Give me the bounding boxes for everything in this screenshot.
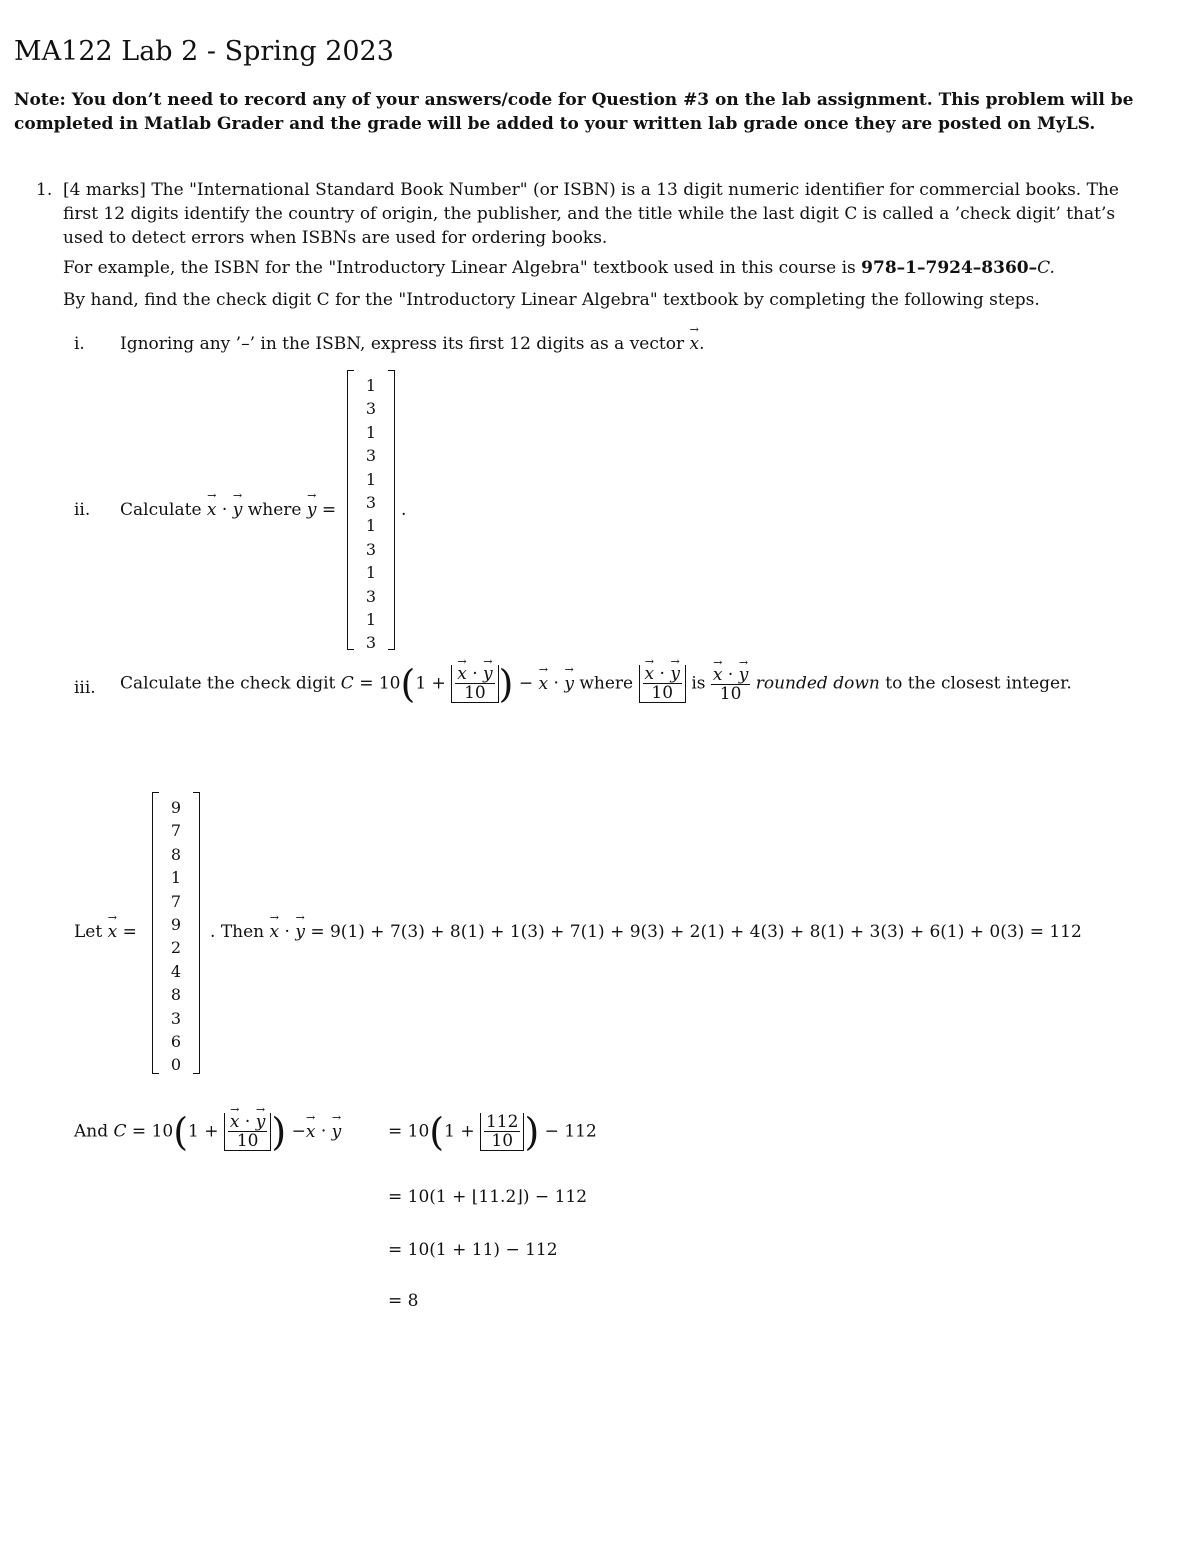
and-line: And C = 10(1 + → $\frac{x \cdot \to y}{10}$ ) −→ x · → y — [74, 1110, 341, 1154]
question-1 — [36, 178, 1136, 250]
let-label: Let — [74, 922, 103, 942]
x-vector-entry: 8 — [170, 844, 182, 864]
y-vector-entry: 3 — [365, 539, 377, 559]
x-vector-entry: 0 — [170, 1055, 182, 1075]
then-line: . Then → x · → y = 9(1) + 7(3) + 8(1) + 1(3) + 7(1) + 9(3) + 2(1) + 4(3) + 8(1) + 3(3) + 6(1) + 0(3) = 112 — [210, 922, 1082, 942]
x-vector-entry: 4 — [170, 961, 182, 981]
step-i-label: i. — [74, 334, 85, 354]
floor-expression: → $\frac{x \cdot \to y}{10}$ — [639, 665, 686, 703]
y-vector-entries — [347, 374, 395, 655]
step-iii-is: is — [691, 673, 706, 694]
and-label: And — [74, 1121, 109, 1142]
question-intro: The "International Standard Book Number" (or ISBN) is a 13 digit numeric identifier for commercial books. The first 12 digits identify the country of origin, the publisher, and the title while the last digit C is called a ’check digit’ that’s used to detect errors when ISBNs are used for ordering books. — [63, 180, 1119, 248]
step-iii-pre: Calculate the check digit — [120, 673, 336, 694]
y-vector-entry: 1 — [365, 516, 377, 536]
fraction: → $\frac{x \cdot \to y}{10}$ — [711, 666, 750, 703]
example-line — [63, 258, 1055, 278]
vector-x-symbol: → x — [108, 922, 118, 942]
floor-expression: → $\frac{x \cdot \to y}{10}$ — [451, 665, 498, 703]
step-iii-post: to the closest integer. — [885, 673, 1072, 694]
x-vector-entry: 8 — [170, 985, 182, 1005]
x-vector-entry: 7 — [170, 891, 182, 911]
x-vector-entry: 9 — [170, 914, 182, 934]
step-iii-label: iii. — [74, 678, 96, 698]
minus-value: − 112 — [544, 1121, 597, 1142]
x-vector-entry: 1 — [170, 868, 182, 888]
step-iii-rounded-down: rounded down — [755, 673, 880, 694]
y-vector-entry: 1 — [365, 376, 377, 395]
example-isbn: 978–1–7924–8360– — [861, 258, 1038, 278]
y-vector-entry: 1 — [365, 422, 377, 442]
step-ii-text: Calculate → x · → y where → y = — [120, 500, 336, 520]
step-ii-mid: where — [247, 500, 302, 520]
let-line: Let → x = — [74, 922, 137, 942]
step-ii-label: ii. — [74, 500, 91, 520]
y-vector-entry: 3 — [365, 633, 377, 653]
y-vector-entry: 3 — [365, 492, 377, 512]
floor-expression: → $\frac{x \cdot \to y}{10}$ — [224, 1113, 271, 1151]
line-4: = 8 — [388, 1291, 419, 1311]
vector-x-symbol: → x — [689, 334, 699, 354]
vector-y-symbol: → y — [233, 500, 243, 520]
question-marks: [4 marks] — [63, 180, 146, 200]
step-i-text: Ignoring any ’–’ in the ISBN, express its first 12 digits as a vector → x. — [120, 334, 704, 354]
by-hand-line: By hand, find the check digit C for the "Introductory Linear Algebra" textbook by completing the following steps. — [63, 290, 1040, 310]
x-vector-entry: 7 — [170, 821, 182, 841]
y-vector-entry: 1 — [365, 563, 377, 583]
floor-expression: $\frac{112}{10}$ — [480, 1113, 524, 1151]
y-vector-entry: 3 — [365, 586, 377, 606]
line-3: = 10(1 + 11) − 112 — [388, 1240, 558, 1260]
x-vector-entry: 3 — [170, 1008, 182, 1028]
y-vector-entry: 1 — [365, 469, 377, 489]
step-ii-pre: Calculate — [120, 500, 202, 520]
vector-x-symbol: → x — [207, 500, 217, 520]
x-vector-entry: 2 — [170, 938, 182, 958]
page-title: MA122 Lab 2 - Spring 2023 — [14, 36, 394, 67]
y-vector-entry: 3 — [365, 399, 377, 419]
dot-product-expansion: = 9(1) + 7(3) + 8(1) + 1(3) + 7(1) + 9(3) + 2(1) + 4(3) + 8(1) + 3(3) + 6(1) + 0(3) = 112 — [310, 922, 1082, 942]
example-prefix: For example, the ISBN for the "Introductory Linear Algebra" textbook used in this course is — [63, 258, 856, 278]
step-ii-period: . — [401, 500, 407, 520]
y-vector-matrix — [347, 370, 395, 653]
x-vector-entry: 9 — [170, 798, 182, 817]
example-suffix: C. — [1037, 258, 1055, 278]
y-vector-entry: 3 — [365, 446, 377, 466]
step-iii-text: Calculate the check digit C = 10(1 + → $\frac{x \cdot \to y}{10}$ ) − → x · → y where → $\frac{x \cdot \to y}{10}$ is → $\frac{x \cdot \to y}{10}$ rounded down to the closest integer. — [120, 662, 1072, 706]
note-paragraph: Note: You don’t need to record any of your answers/code for Question #3 on the lab assignment. This problem will be completed in Matlab Grader and the grade will be added to your written lab grade once they are posted on MyLS. — [14, 90, 1134, 134]
x-vector-matrix — [152, 792, 200, 1074]
line-1-rhs: = 10(1 + $\frac{112}{10}$ ) − 112 — [388, 1110, 597, 1154]
then-label: Then — [220, 922, 265, 942]
x-vector-entry: 6 — [170, 1031, 182, 1051]
step-iii-mid: where — [579, 673, 634, 694]
line-2: = 10(1 + ⌊11.2⌋) − 112 — [388, 1187, 588, 1207]
vector-y-symbol: → y — [307, 500, 317, 520]
x-vector-entries — [152, 796, 200, 1077]
y-vector-entry: 1 — [365, 609, 377, 629]
step-i-body: Ignoring any ’–’ in the ISBN, express its first 12 digits as a vector — [120, 334, 685, 354]
question-number: 1. — [36, 180, 53, 200]
